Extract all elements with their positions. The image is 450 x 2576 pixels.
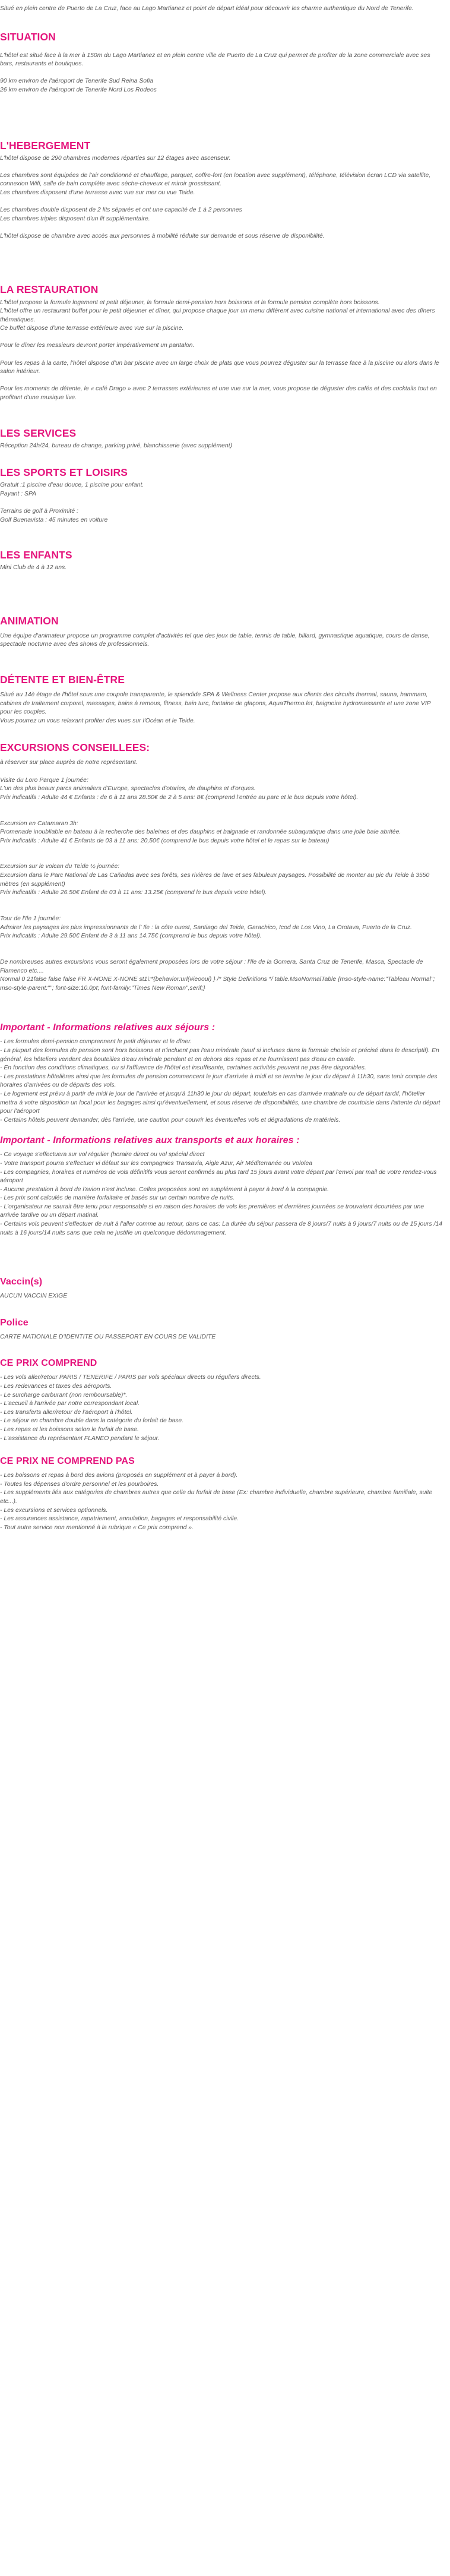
section-text-animation: Une équipe d'animateur propose un programme complet d'activités tel que des jeux de table, tennis de table, billard, gymnastique aquatique, cours de danse, spectacle nocturne avec des shows de professionnels. xyxy=(0,632,430,648)
section-text-services: Réception 24h/24, bureau de change, parking privé, blanchisserie (avec supplément) xyxy=(0,442,233,449)
section-text-hebergement: L'hôtel dispose de 290 chambres modernes réparties sur 12 étages avec ascenseur. Les chambres sont équipées de l'air conditionné et chauffage, parquet, coffre-fort (en location avec supplément), téléphone, télévision écran LCD via satellite, connexion Wifi, salle de bain complète avec sèche-cheveux et miroir grossissant. Les chambres disposent d'une terrasse avec vue sur mer ou vue Teide. Les chambres double disposent de 2 lits séparés et ont une capacité de 1 à 2 personnes Les chambres triples disposent d'un lit supplémentaire. L'hôtel dispose de chambre avec accès aux personnes à mobilité réduite sur demande et sous réserve de disponibilité. xyxy=(0,154,431,239)
section-title-vaccin: Vaccin(s) xyxy=(0,1277,43,1287)
section-title-restauration: LA RESTAURATION xyxy=(0,283,99,295)
section-text-situation: L'hôtel est situé face à la mer à 150m du Lago Martianez et en plein centre ville de Puerto de La Cruz qui permet de profiter de la zone commerciale avec ses bars, restaurants et boutiques. 90 km environ de l'aéroport de Tenerife Sud Reina Sofia 26 km environ de l'aéroport de Tenerife Nord Los Rodeos xyxy=(0,52,430,93)
section-text-infos-transports: - Ce voyage s'effectuera sur vol régulier (horaire direct ou vol spécial direct - Votre transport pourra s'effectuer vi défaut sur les compagnies Transavia, Aigle Azur, Air Méditerranée ou Vololea - Les compagnies, horaires et numéros de vols définitifs vous seront confirmés au plus tard 15 jours avant votre départ par l'envoi par mail de votre rendez-vous aéroport - Aucune prestation à bord de l'avion n'est incluse. Celles proposées sont en supplément à payer à bord à la compagnie. - Les prix sont calculés de manière forfaitaire et basés sur un certain nombre de nuits. - L'organisateur ne saurait être tenu pour responsable si en raison des horaires de vols les premières et dernières journées se trouvaient écourtées par une arrivée tardive ou un départ matinal. - Certains vols peuvent s'effectuer de nuit à l'aller comme au retour, dans ce cas: La durée du séjour passera de 8 jours/7 nuits à 9 jours/7 nuits ou de 15 jours /14 nuits à 16 jours/14 nuits sans que cela ne justifie un quelconque dédommagement. xyxy=(0,1151,443,1236)
section-title-ne-comprend: CE PRIX NE COMPREND PAS xyxy=(0,1456,135,1467)
section-text-vaccin: AUCUN VACCIN EXIGE xyxy=(0,1293,68,1300)
section-title-enfants: LES ENFANTS xyxy=(0,549,72,561)
section-title-sports: LES SPORTS ET LOISIRS xyxy=(0,466,128,479)
intro-text: Situé en plein centre de Puerto de La Cruz, face au Lago Martianez et point de départ idéal pour découvrir les charme authentique du Nord de Tenerife. xyxy=(0,5,414,12)
section-text-enfants: Mini Club de 4 à 12 ans. xyxy=(0,564,67,572)
section-text-sports: Gratuit :1 piscine d'eau douce, 1 piscine pour enfant. Payant : SPA Terrains de golf à Proximité : Golf Buenavista : 45 minutes en voiture xyxy=(0,482,144,523)
section-title-excursions: EXCURSIONS CONSEILLEES: xyxy=(0,741,150,754)
section-title-animation: ANIMATION xyxy=(0,614,59,627)
section-title-infos-transports: Important - Informations relatives aux transports et aux horaires : xyxy=(0,1135,300,1146)
section-title-police: Police xyxy=(0,1317,28,1328)
section-text-police: CARTE NATIONALE D'IDENTITE OU PASSEPORT EN COURS DE VALIDITE xyxy=(0,1333,216,1340)
section-title-comprend: CE PRIX COMPREND xyxy=(0,1358,97,1369)
section-text-infos-sejours: - Les formules demi-pension comprennent le petit déjeuner et le dîner. - La plupart des formules de pension sont hors boissons et n'incluent pas l'eau minérale (sauf si incluses dans la formule choisie et précisé dans le descriptif). En général, les hôteliers vendent des bouteilles d'eau minérale pendant et en dehors des repas et ne fournissent pas d'eau en carafe. - En fonction des conditions climatiques, ou si l'affluence de l'hôtel est insuffisante, certaines activités peuvent ne pas être disponibles. - Les prestations hôtelières ainsi que les formules de pension commencent le jour d'arrivée à midi et se termine le jour du départ à 11h30, sans tenir compte des horaires d'arrivées ou de départs des vols. - Le logement est prévu à partir de midi le jour de l'arrivée et jusqu'à 11h30 le jour du départ, toutefois en cas d'arrivée matinale ou de départ tardif, l'hôtelier mettra à votre disposition un local pour les bagages ainsi qu'éventuellement, et sous réserve de disponibilités, une chambre de courtoisie dans l'attente du départ pour l'aéroport - Certains hôtels peuvent demander, dès l'arrivée, une caution pour couvrir les éventuelles vols et dégradations de matériels. xyxy=(0,1038,441,1123)
document xyxy=(0,5,450,1532)
section-title-services: LES SERVICES xyxy=(0,427,77,439)
section-title-detente: DÉTENTE ET BIEN-ÊTRE xyxy=(0,673,125,686)
section-text-excursions: à réserver sur place auprès de notre représentant. Visite du Loro Parque 1 journée: L'un des plus beaux parcs animaliers d'Europe, spectacles d'otaries, de dauphins et d'orques. Prix indicatifs : Adulte 44 € Enfants : de 6 à 11 ans 28.50€ de 2 à 5 ans: 8€ (comprend l'entrée au parc et le bus depuis votre hôtel). Excursion en Catamaran 3h: Promenade inoubliable en bateau à la recherche des baleines et des dauphins et baignade et randonnée subaquatique dans une jolie baie abritée. Prix indicatifs : Adulte 41 € Enfants de 03 à 11 ans: 20,50€ (comprend le bus depuis votre hôtel et le repas sur le bateau) Excursion sur le volcan du Teide ½ journée: Excursion dans le Parc National de Las Cañadas avec ses forêts, ses rivières de lave et ses fabuleux paysages. Possibilité de monter au pic du Teide à 3550 mètres (en supplément) Prix indicatifs : Adulte 26.50€ Enfant de 03 à 11 ans: 13.25€ (comprend le bus depuis votre hôtel). Tour de l'Ile 1 journée: Admirer les paysages les plus impressionnants de l' Ile : la côte ouest, Santiago del Teide, Garachico, Icod de Los Vino, La Orotava, Puerto de la Cruz. Prix indicatifs : Adulte 29.50€ Enfant de 3 à 11 ans 14.75€ (comprend le bus depuis votre hôtel). De nombreuses autres excursions vous seront également proposées lors de votre séjour : l'Ile de la Gomera, Santa Cruz de Tenerife, Masca, Spectacle de Flamenco etc.... Normal 0 21false false false FR X-NONE X-NONE st1\:*{behavior:url(#ieooui) } /* Style Definitions */ table.MsoNormalTable {mso-style-name:"Tableau Normal"; mso-style-parent:""; font-size:10.0pt; font-family:"Times New Roman",serif;} xyxy=(0,759,435,992)
section-text-detente: Situé au 14è étage de l'hôtel sous une coupole transparente, le splendide SPA & Wellness Center propose aux clients des circuits thermal, sauna, hammam, cabines de traitement corporel, massages, bains à remous, fitness, bain turc, fontaine de glaçons, AquaThermo.let, baignoire hydromassante et une zone VIP pour les couples. Vous pourrez un vous relaxant profiter des vues sur l'Océan et le Teide. xyxy=(0,691,431,724)
section-title-situation: SITUATION xyxy=(0,30,56,43)
section-title-hebergement: L'HEBERGEMENT xyxy=(0,139,91,151)
section-text-restauration: L'hôtel propose la formule logement et petit déjeuner, la formule demi-pension hors boissons et la formule pension complète hors boissons. L'hôtel offre un restaurant buffet pour le petit déjeuner et dîner, qui propose chaque jour un menu différent avec cuisine national et international avec des dîners thématiques. Ce buffet dispose d'une terrasse extérieure avec vue sur la piscine. Pour le dîner les messieurs devront porter impérativement un pantalon. Pour les repas à la carte, l'hôtel dispose d'un bar piscine avec un large choix de plats que vous pourrez déguster sur la terrasse face à la piscine ou alors dans le salon intérieur. Pour les moments de détente, le « café Drago » avec 2 terrasses extérieures et une vue sur la mer, vous propose de déguster des cafés et des cocktails tout en profitant d'une musique live. xyxy=(0,299,439,402)
section-text-ne-comprend: - Les boissons et repas à bord des avions (proposés en supplément et à payer à bord). - Toutes les dépenses d'ordre personnel et les pourboires. - Les suppléments liés aux catégories de chambres autres que celle du forfait de base (Ex: chambre individuelle, chambre supérieure, chambre familiale, suite etc...). - Les excursions et services optionnels. - Les assurances assistance, rapatriement, annulation, bagages et responsabilité civile. - Tout autre service non mentionné à la rubrique « Ce prix comprend ». xyxy=(0,1472,433,1531)
section-title-infos-sejours: Important - Informations relatives aux séjours : xyxy=(0,1022,216,1033)
section-text-comprend: - Les vols aller/retour PARIS / TENERIFE / PARIS par vols spéciaux directs ou réguliers directs. - Les redevances et taxes des aéroports. - Le surcharge carburant (non remboursable)*. - L'accueil à l'arrivée par notre correspondant local. - Les transferts aller/retour de l'aéroport à l'hôtel. - Le séjour en chambre double dans la catégorie du forfait de base. - Les repas et les boissons selon le forfait de base. - L'assistance du représentant FLANEO pendant le séjour. xyxy=(0,1374,261,1442)
